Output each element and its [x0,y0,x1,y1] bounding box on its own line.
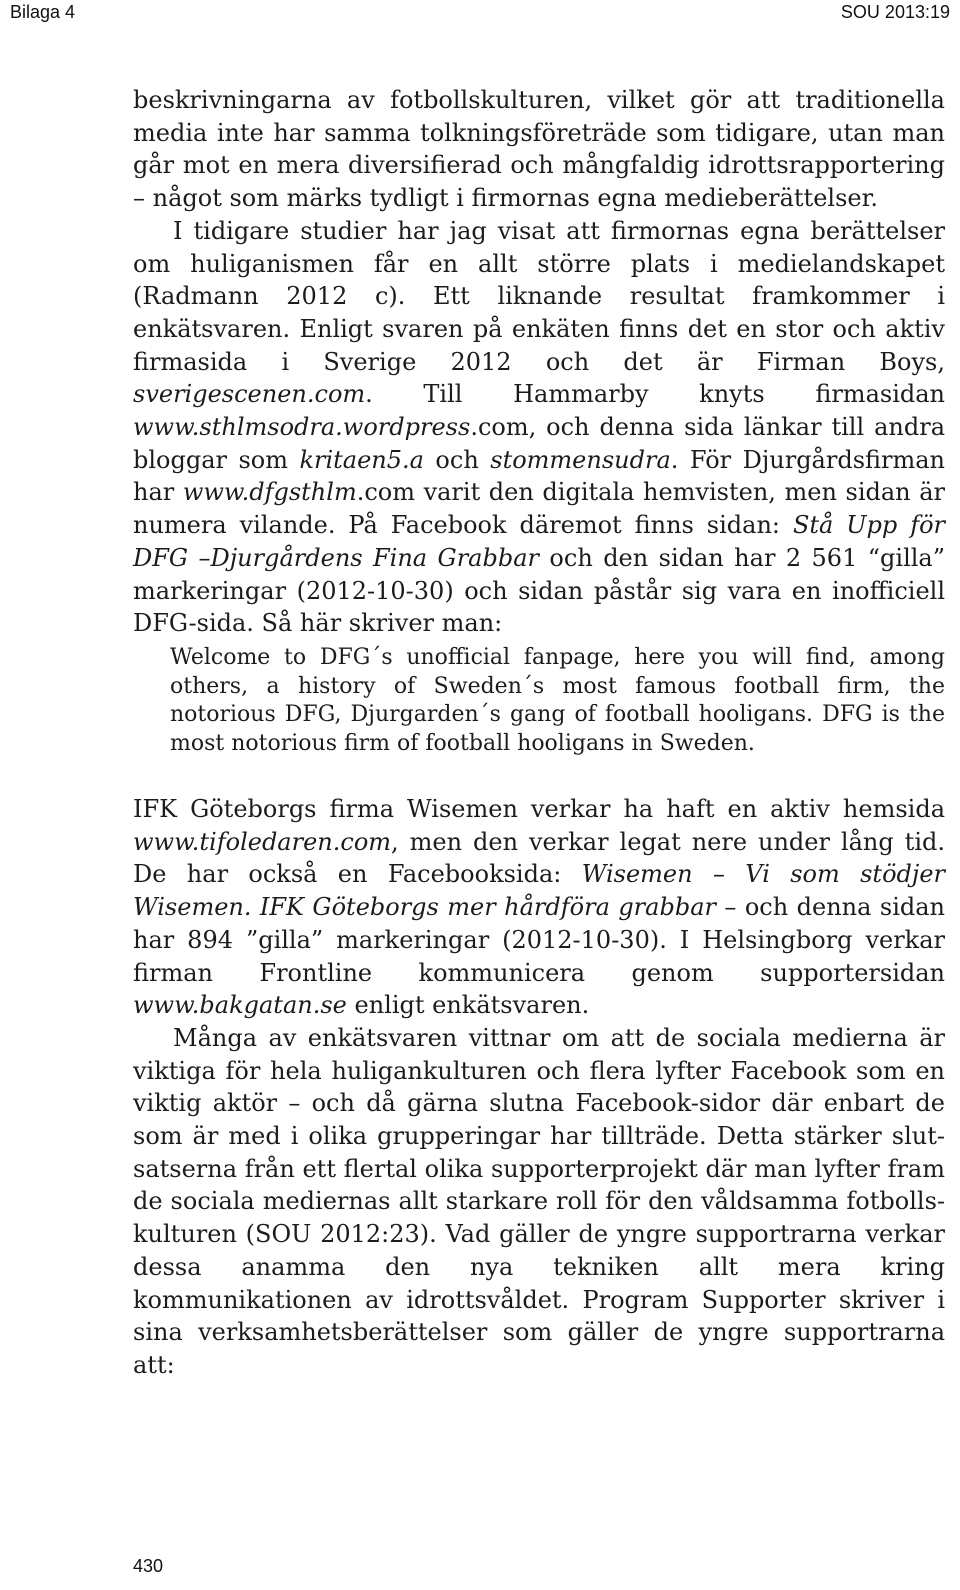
text-run: Många av enkätsvaren vittnar om att de sociala medierna är viktiga för hela huligankulturen och flera lyfter Facebook som en viktig aktör – och då gärna slutna Facebook-sidor där enbart de som är med i olika grupperingar har tillträde. Detta stärker slutsatserna från ett flertal olika supporterprojekt där man lyfter fram de sociala mediernas allt starkare roll för den våldsamma fotbollskulturen (SOU 2012:23). Vad gäller de yngre supportrarna verkar dessa anamma den nya tekniken allt mera kring kommunikationen av idrottsvåldet. Program Supporter skriver i sina verksamhetsberättelser som gäller de yngre supportrarna att: [133,1023,945,1379]
text-run: IFK Göteborgs firma Wisemen verkar ha haft en aktiv hemsida [133,795,945,823]
text-run: I tidigare studier har jag visat att firmornas egna berättelser om huliganismen får en allt större plats i medielandskapet (Radmann 2012 c). Ett liknande resultat framkommer i enkätsvaren. Enligt svaren på enkäten finns det en stor och aktiv firmasida i Sverige 2012 och det är Firman Boys, [133,216,945,376]
report-id: SOU 2013:19 [840,2,950,22]
paragraph [133,84,945,215]
text-run: . För Djurgårdsfirman har [133,445,946,507]
body-text-upper [133,84,945,640]
page-number: 430 [133,1556,164,1576]
italic-text: www.dfgsthlm [182,478,357,507]
italic-text: www.sthlmsodra.wordpress [133,413,471,442]
text-run: .com varit den digitala hemvisten, men sidan är numera vilande. På Facebook däremot finns sidan: [133,478,945,540]
paragraph [133,1022,945,1382]
quote-text: Welcome to DFG´s unofficial fanpage, here you will find, among others, a history of Sweden´s most famous football firm, the notorious DFG, Djurgarden´s gang of football hooligans. DFG is the most notorious firm of football hooligans in Sweden. [170,645,945,757]
text-run: och [423,445,491,474]
italic-text: stommensudra [490,445,671,474]
text-run: enligt enkätsvaren. [346,991,590,1020]
italic-text: Stå Upp för DFG –Djurgårdens Fina Grabbar [133,511,945,572]
italic-text: sverigescenen.com [133,380,366,409]
italic-text: kritaen5.a [299,445,424,474]
italic-text: www.tifoledaren.com [133,827,392,856]
appendix-label: Bilaga 4 [10,2,76,22]
text-run: beskrivningarna av fotbollskulturen, vilket gör att traditionella media inte har samma tolkningsföreträde som tidigare, utan man går mot en mera diversifierad och mångfaldig idrottsrapportering – något som märks tydligt i firmornas egna medieberättelser. [133,86,945,213]
text-run: , men den verkar legat nere under lång tid. De har också en Facebooksida: [133,827,945,889]
text-run: .com, och denna sida länkar till andra bloggar som [133,413,945,474]
paragraph [133,215,945,640]
text-run: – och denna sidan har 894 ”gilla” markeringar (2012-10-30). I Helsingborg verkar firman Frontline kommunicera genom supportersidan [133,893,945,987]
text-run: och den sidan har 2 561 “gilla” markeringar (2012-10-30) och sidan påstår sig vara en inofficiell DFG-sida. Så här skriver man: [133,543,946,638]
block-quote [170,644,945,759]
page-footer [133,1556,163,1577]
italic-text: Wisemen – Vi som stödjer Wisemen. IFK Göteborgs mer hårdföra grabbar [133,860,946,922]
page-header [0,0,960,28]
text-run: . Till Hammarby knyts firmasidan [365,380,945,409]
body-text-lower [133,793,945,1382]
italic-text: www.bakgatan.se [133,991,347,1020]
paragraph [133,793,945,1022]
